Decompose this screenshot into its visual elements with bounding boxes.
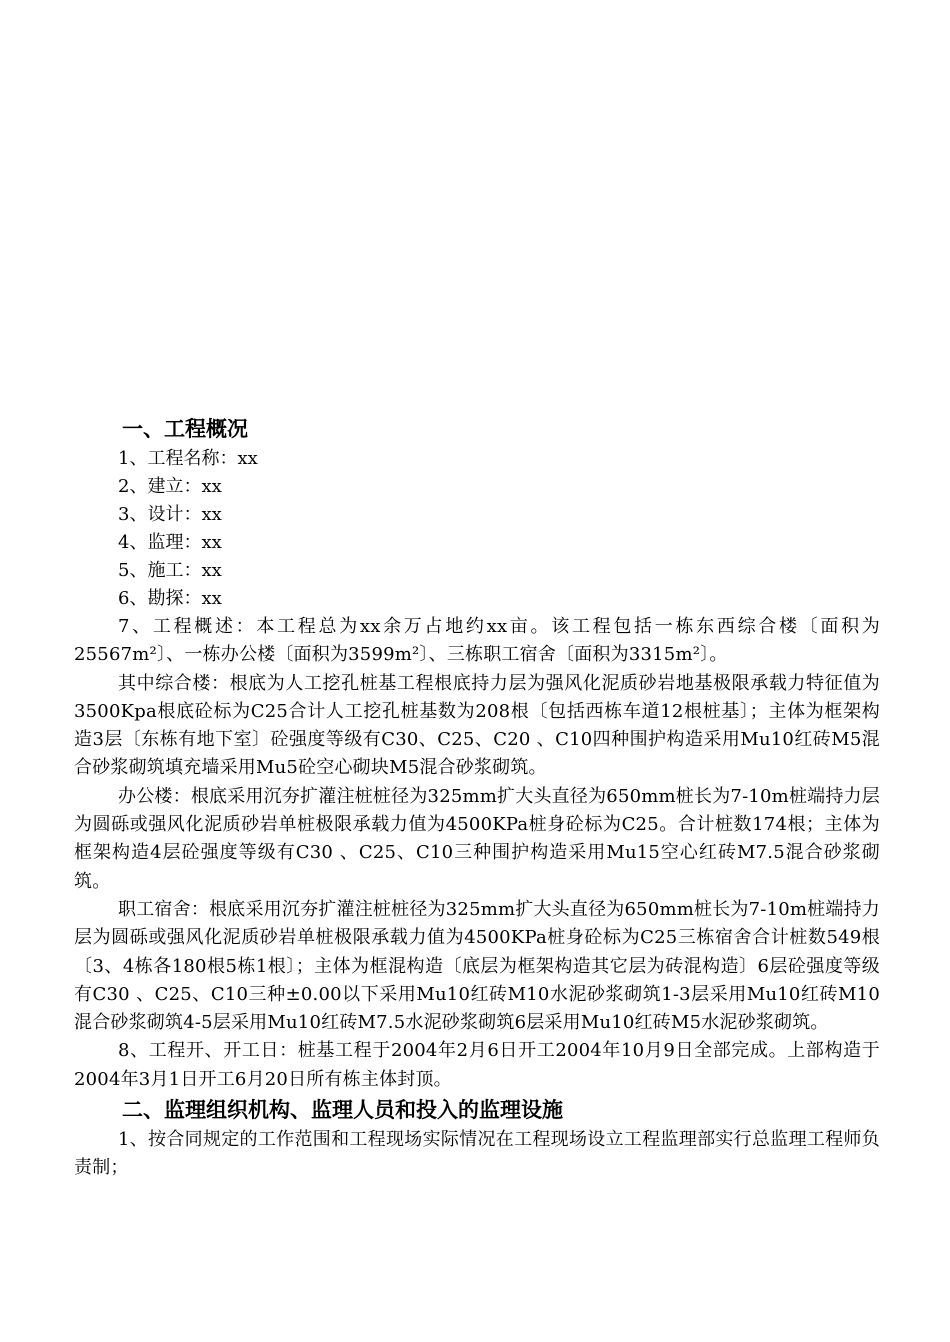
paragraph-schedule: 8、工程开、开工日：桩基工程于2004年2月6日开工2004年10月9日全部完成。上部构造于2004年3月1日开工6月20日所有栋主体封顶。 <box>74 1040 880 1090</box>
section-2-heading: 二、监理组织机构、监理人员和投入的监理设施 <box>122 1098 563 1123</box>
paragraph-project-overview: 7、工程概述：本工程总为xx余万占地约xx亩。该工程包括一栋东西综合楼〔面积为25567m²〕、一栋办公楼〔面积为3599m²〕、三栋职工宿舍〔面积为3315m²〕。 <box>74 616 880 666</box>
item-project-name: 1、工程名称：xx <box>118 448 258 469</box>
item-supervision: 4、监理：xx <box>118 532 222 553</box>
section-1-heading: 一、工程概况 <box>122 417 248 441</box>
item-owner: 2、建立：xx <box>118 476 222 497</box>
item-survey: 6、勘探：xx <box>118 588 222 609</box>
paragraph-supervision-setup: 1、按合同规定的工作范围和工程现场实际情况在工程现场设立工程监理部实行总监理工程师负责制； <box>74 1129 880 1179</box>
item-construction: 5、施工：xx <box>118 560 222 581</box>
item-design: 3、设计：xx <box>118 504 222 525</box>
paragraph-office-building: 办公楼：根底采用沉夯扩灌注桩桩径为325mm扩大头直径为650mm桩长为7-10m桩端持力层为圆砾或强风化泥质砂岩单桩极限承载力值为4500KPa桩身砼标为C25。合计桩数174根；主体为框架构造4层砼强度等级有C30 、C25、C10三种围护构造采用Mu15空心红砖M7.5混合砂浆砌筑。 <box>74 785 880 892</box>
paragraph-complex-building: 其中综合楼：根底为人工挖孔桩基工程根底持力层为强风化泥质砂岩地基极限承载力特征值为3500Kpa根底砼标为C25合计人工挖孔桩基数为208根〔包括西栋车道12根桩基〕；主体为框架构造3层〔东栋有地下室〕砼强度等级有C30、C25、C20 、C10四种围护构造采用Mu10红砖M5混合砂浆砌筑填充墙采用Mu5砼空心砌块M5混合砂浆砌筑。 <box>74 672 880 779</box>
paragraph-staff-dormitory: 职工宿舍：根底采用沉夯扩灌注桩桩径为325mm扩大头直径为650mm桩长为7-10m桩端持力层为圆砾或强风化泥质砂岩单桩极限承载力值为4500KPa桩身砼标为C25三栋宿舍合计桩数549根〔3、4栋各180根5栋1根〕；主体为框混构造〔底层为框架构造其它层为砖混构造〕6层砼强度等级有C30 、C25、C10三种±0.00以下采用Mu10红砖M10水泥砂浆砌筑1-3层采用Mu10红砖M10混合砂浆砌筑4-5层采用Mu10红砖M7.5水泥砂浆砌筑6层采用Mu10红砖M5水泥砂浆砌筑。 <box>74 898 880 1034</box>
document-body <box>74 413 880 1183</box>
